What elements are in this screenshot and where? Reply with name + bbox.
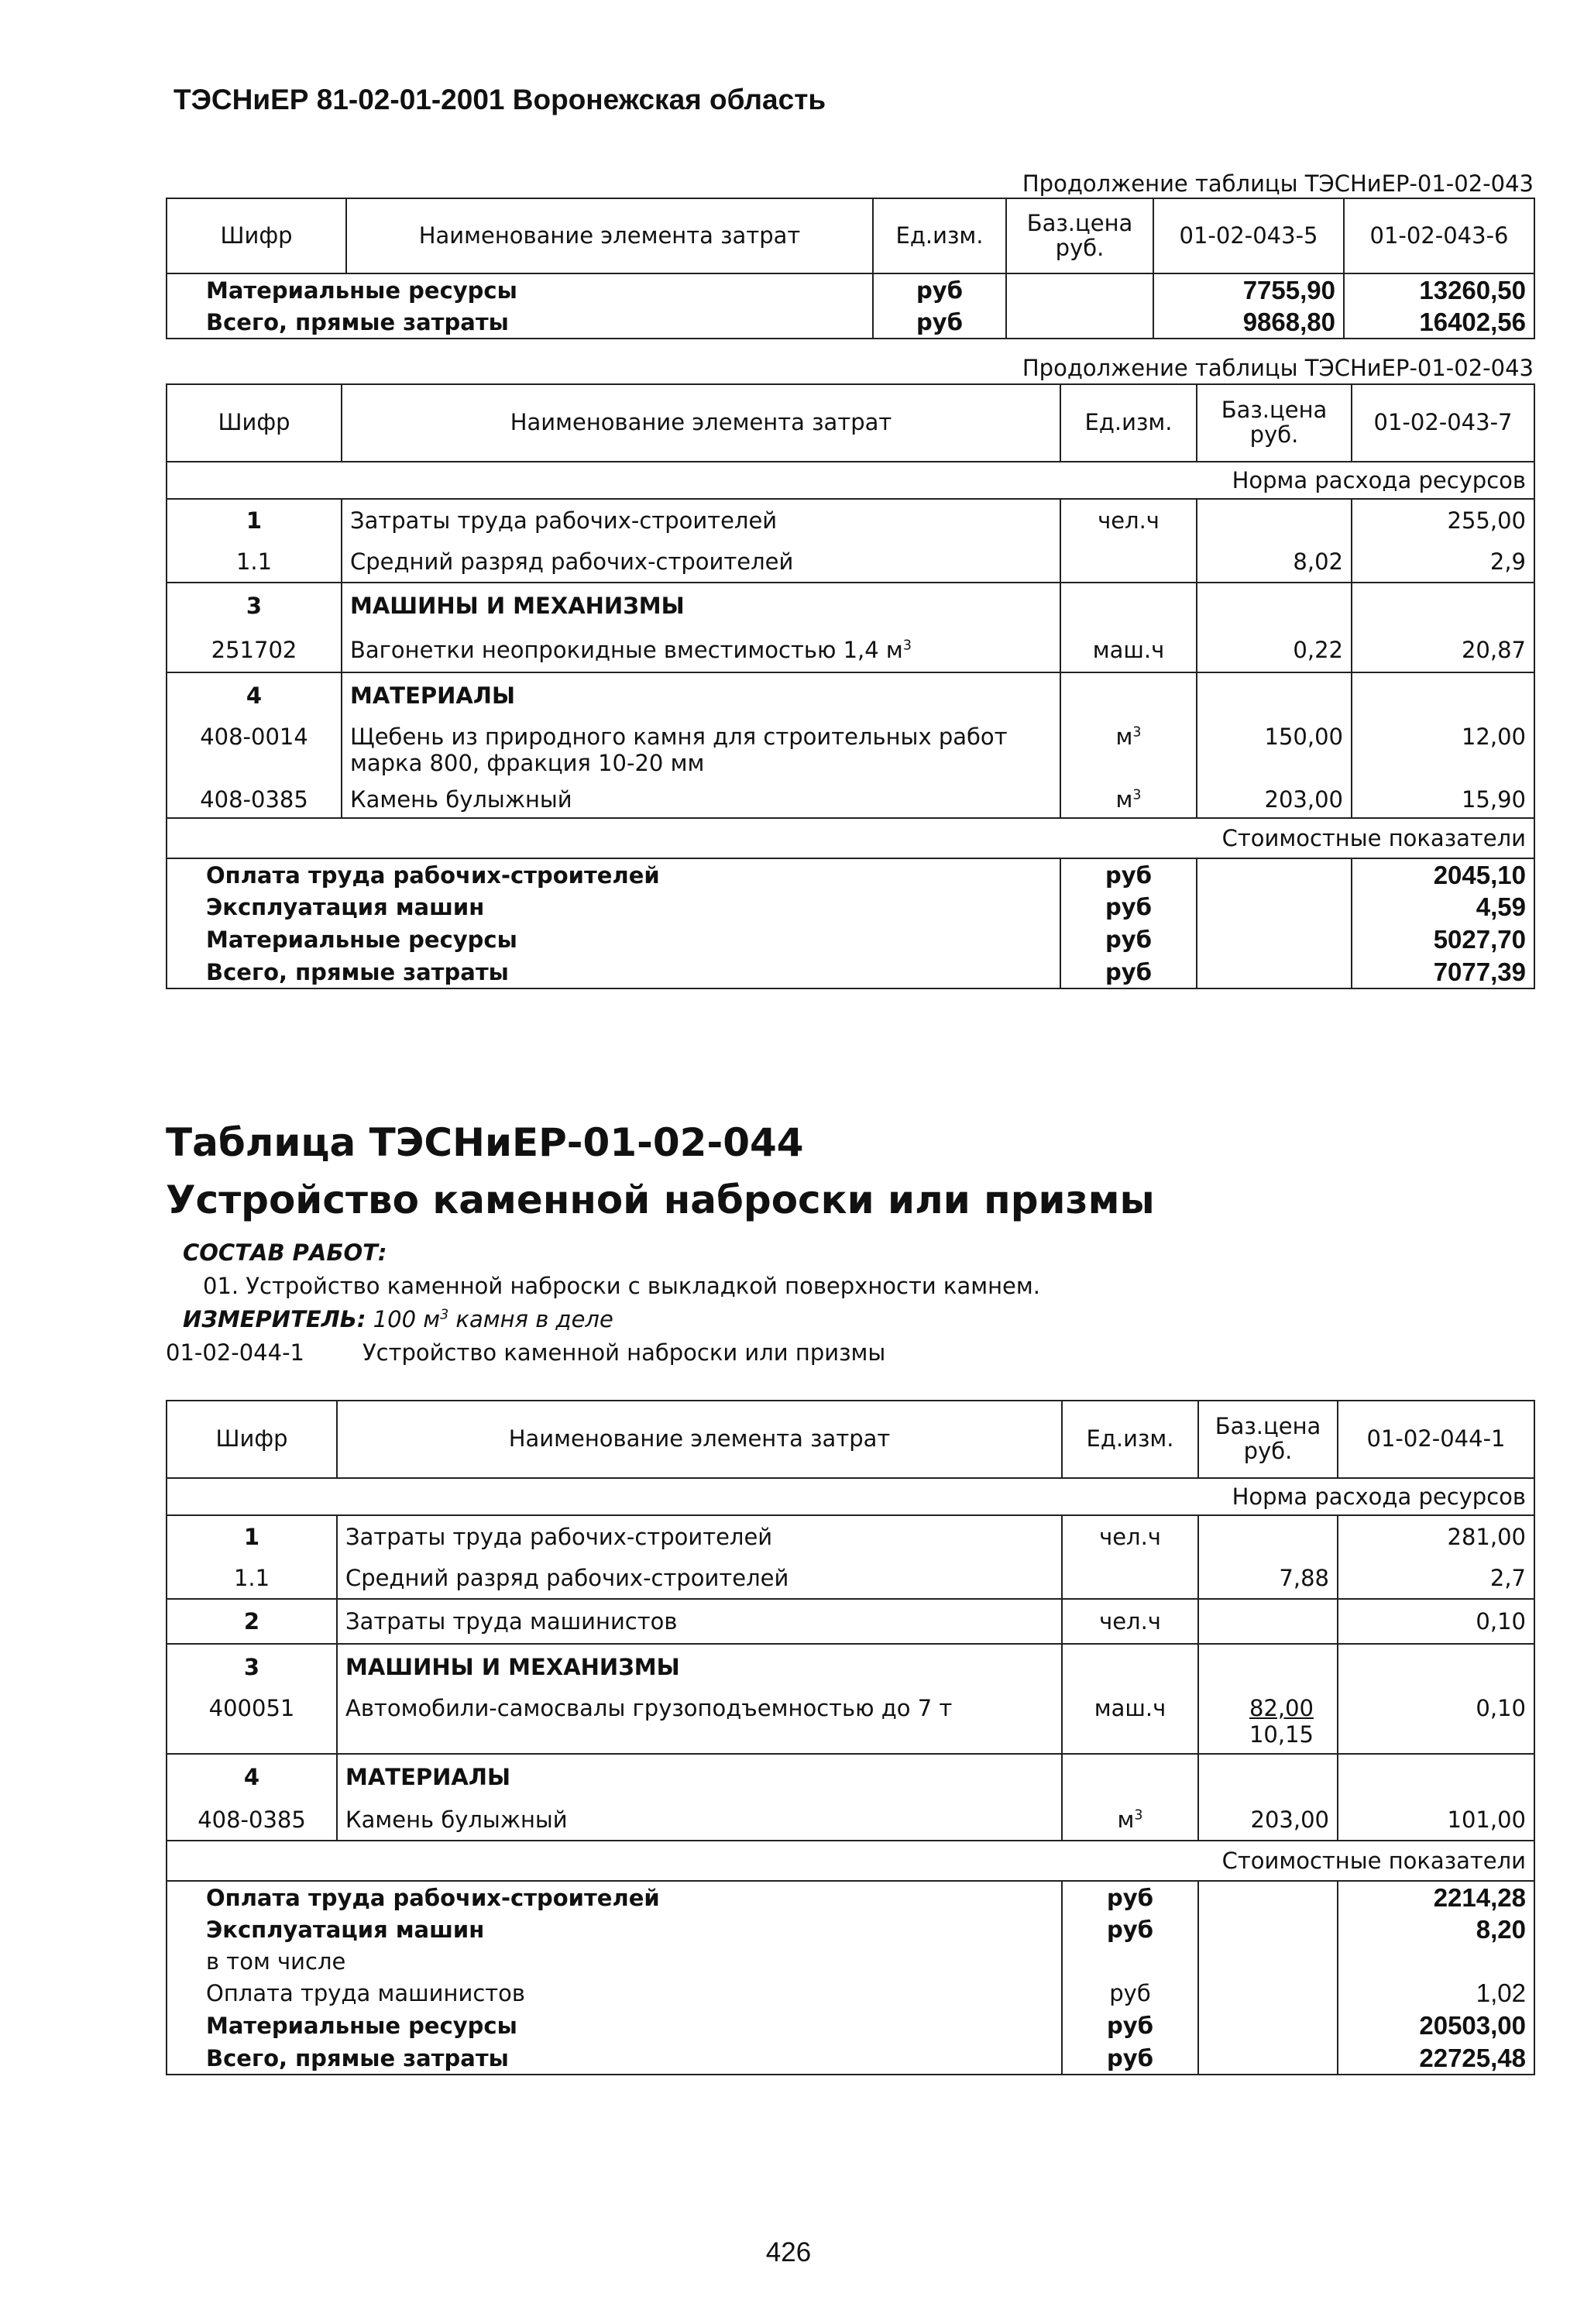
table-row	[167, 1515, 1534, 1557]
row-name: Камень булыжный	[337, 1799, 1062, 1841]
header-col-043-5: 01-02-043-5	[1153, 198, 1344, 273]
table-row	[167, 541, 1534, 583]
running-header: ТЭСНиЕР 81-02-01-2001 Воронежская область	[174, 84, 826, 115]
header-code: Шифр	[167, 1401, 337, 1478]
row-price	[1198, 1515, 1338, 1557]
row-unit	[1062, 1799, 1198, 1841]
norm-label: Норма расхода ресурсов	[167, 1478, 1534, 1515]
cost-name: Оплата труда рабочих-строителей	[167, 1881, 1062, 1913]
cost-value: 20503,00	[1338, 2009, 1534, 2042]
row-code: 408-0014	[167, 717, 342, 781]
row-value: 15,90	[1352, 781, 1534, 818]
section-title: Таблица ТЭСНиЕР-01-02-044	[166, 1120, 804, 1165]
row-name-text: Вагонетки неопрокидные вместимостью 1,4 м	[350, 636, 903, 663]
table-row	[167, 781, 1534, 818]
cost-value: 2214,28	[1338, 1881, 1534, 1913]
row-value: 0,10	[1338, 1599, 1534, 1644]
superscript: 3	[1132, 724, 1142, 741]
cost-row	[167, 858, 1534, 891]
row-unit: чел.ч	[1062, 1515, 1198, 1557]
unit-text: м	[1115, 724, 1133, 750]
row-name: Камень булыжный	[342, 781, 1060, 818]
section-title: МАШИНЫ И МЕХАНИЗМЫ	[337, 1644, 1062, 1689]
row-value: 12,00	[1352, 717, 1534, 781]
cost-name: Оплата труда рабочих-строителей	[167, 858, 1060, 891]
table-043-7	[166, 383, 1535, 989]
row-code: 408-0385	[167, 781, 342, 818]
measure-value: 100 м	[373, 1306, 441, 1332]
row-code: 3	[167, 1644, 337, 1689]
cost-value: 5027,70	[1352, 923, 1534, 956]
row-price: 203,00	[1198, 1799, 1338, 1841]
cost-value: 2045,10	[1352, 858, 1534, 891]
row-unit: маш.ч	[1062, 1689, 1198, 1754]
row-code: 4	[167, 1754, 337, 1799]
header-unit: Ед.изм.	[873, 198, 1006, 273]
row-unit	[1062, 1557, 1198, 1599]
cost-row	[167, 2042, 1534, 2075]
cost-name: Всего, прямые затраты	[167, 956, 1060, 988]
header-price-line2: руб.	[1249, 421, 1299, 448]
header-code: Шифр	[167, 198, 346, 273]
table-row	[167, 273, 1534, 306]
row-price	[1198, 1689, 1338, 1754]
page-number: 426	[765, 2237, 812, 2267]
section-title: МАШИНЫ И МЕХАНИЗМЫ	[342, 583, 1060, 627]
superscript: 3	[902, 637, 912, 653]
work-item: 01. Устройство каменной наброски с выкладкой поверхности камнем.	[203, 1273, 1040, 1299]
row-unit: маш.ч	[1060, 627, 1197, 672]
table-044-1	[166, 1400, 1535, 2075]
row-value: 0,10	[1338, 1689, 1534, 1754]
section-title: МАТЕРИАЛЫ	[342, 672, 1060, 717]
row-value: 2,7	[1338, 1557, 1534, 1599]
row-code: 251702	[167, 627, 342, 672]
row-unit: чел.ч	[1060, 499, 1197, 541]
row-price	[1006, 306, 1153, 339]
work-composition-label: СОСТАВ РАБОТ:	[183, 1239, 387, 1266]
header-price-line1: Баз.цена	[1221, 397, 1328, 424]
row-code: 1	[167, 499, 342, 541]
superscript: 3	[440, 1307, 449, 1323]
cost-name: Эксплуатация машин	[167, 1913, 1062, 1946]
row-name	[342, 627, 1060, 672]
cost-unit: руб	[1062, 2042, 1198, 2075]
header-price-line1: Баз.цена	[1026, 209, 1133, 236]
header-price-line1: Баз.цена	[1215, 1413, 1321, 1440]
table-row	[167, 1689, 1534, 1754]
section-row	[167, 583, 1534, 627]
row-name: Средний разряд рабочих-строителей	[342, 541, 1060, 583]
cost-row	[167, 1881, 1534, 1913]
row-code: 400051	[167, 1689, 337, 1754]
row-value: 2,9	[1352, 541, 1534, 583]
table-row	[167, 1799, 1534, 1841]
cost-value: 1,02	[1338, 1977, 1534, 2009]
price-top: 82,00	[1249, 1695, 1314, 1721]
cost-row	[167, 891, 1534, 923]
measure-label: ИЗМЕРИТЕЛЬ:	[183, 1306, 366, 1332]
unit-text: м	[1117, 1806, 1135, 1833]
header-unit: Ед.изм.	[1062, 1401, 1198, 1478]
row-name-line1: Щебень из природного камня для строительных работ	[350, 724, 1008, 750]
header-code: Шифр	[167, 384, 342, 462]
row-price: 7,88	[1198, 1557, 1338, 1599]
cost-value: 7077,39	[1352, 956, 1534, 988]
row-unit	[1060, 717, 1197, 781]
table-043-5-6	[166, 198, 1535, 339]
cost-row	[167, 1913, 1534, 1946]
row-unit: руб	[873, 306, 1006, 339]
header-col-044-1: 01-02-044-1	[1338, 1401, 1534, 1478]
unit-text: м	[1115, 786, 1133, 813]
cost-label: Стоимостные показатели	[167, 1841, 1534, 1881]
header-unit: Ед.изм.	[1060, 384, 1197, 462]
cost-row	[167, 2009, 1534, 2042]
table-row	[167, 717, 1534, 781]
cost-unit: руб	[1062, 1977, 1198, 2009]
row-price	[1198, 1599, 1338, 1644]
section-subtitle: Устройство каменной наброски или призмы	[166, 1177, 1155, 1222]
row-unit: руб	[873, 273, 1006, 306]
cost-value: 22725,48	[1338, 2042, 1534, 2075]
cost-unit: руб	[1062, 2009, 1198, 2042]
header-name: Наименование элемента затрат	[342, 384, 1060, 462]
table-row	[167, 306, 1534, 339]
header-price	[1006, 198, 1153, 273]
row-code: 1.1	[167, 541, 342, 583]
row-name: Автомобили-самосвалы грузоподъемностью до 7 т	[337, 1689, 1062, 1754]
continuation-label-1: Продолжение таблицы ТЭСНиЕР-01-02-043	[1022, 170, 1534, 197]
cost-unit: руб	[1060, 858, 1197, 891]
row-name	[342, 717, 1060, 781]
row-code: 2	[167, 1599, 337, 1644]
table-row	[167, 1557, 1534, 1599]
row-price	[1197, 499, 1352, 541]
section-title: МАТЕРИАЛЫ	[337, 1754, 1062, 1799]
row-name-line2: марка 800, фракция 10-20 мм	[350, 750, 705, 776]
cost-label: Стоимостные показатели	[167, 818, 1534, 858]
superscript: 3	[1134, 1807, 1143, 1823]
cost-row	[167, 956, 1534, 988]
norm-label: Норма расхода ресурсов	[167, 462, 1534, 499]
row-value-1: 7755,90	[1153, 273, 1344, 306]
cost-row	[167, 1946, 1534, 1977]
header-col-043-7: 01-02-043-7	[1352, 384, 1534, 462]
header-price-line2: руб.	[1055, 234, 1105, 261]
cost-name: Всего, прямые затраты	[167, 2042, 1062, 2075]
row-code: 4	[167, 672, 342, 717]
item-code: 01-02-044-1	[166, 1339, 304, 1366]
cost-row	[167, 1977, 1534, 2009]
header-name: Наименование элемента затрат	[337, 1401, 1062, 1478]
row-unit: чел.ч	[1062, 1599, 1198, 1644]
cost-value: 8,20	[1338, 1913, 1534, 1946]
row-value: 101,00	[1338, 1799, 1534, 1841]
table-row	[167, 627, 1534, 672]
price-bottom: 10,15	[1249, 1721, 1314, 1748]
row-value-2: 16402,56	[1344, 306, 1534, 339]
row-value: 255,00	[1352, 499, 1534, 541]
header-col-043-6: 01-02-043-6	[1344, 198, 1534, 273]
item-name: Устройство каменной наброски или призмы	[362, 1339, 886, 1366]
row-code: 1.1	[167, 1557, 337, 1599]
row-name: Затраты труда машинистов	[337, 1599, 1062, 1644]
header-name: Наименование элемента затрат	[346, 198, 873, 273]
cost-value	[1338, 1946, 1534, 1977]
row-code: 408-0385	[167, 1799, 337, 1841]
table-row	[167, 499, 1534, 541]
cost-name: Эксплуатация машин	[167, 891, 1060, 923]
row-price: 150,00	[1197, 717, 1352, 781]
continuation-label-2: Продолжение таблицы ТЭСНиЕР-01-02-043	[1022, 355, 1534, 381]
superscript: 3	[1132, 786, 1142, 803]
row-price: 0,22	[1197, 627, 1352, 672]
row-price: 203,00	[1197, 781, 1352, 818]
row-value-2: 13260,50	[1344, 273, 1534, 306]
row-name: Средний разряд рабочих-строителей	[337, 1557, 1062, 1599]
cost-unit: руб	[1060, 956, 1197, 988]
cost-unit: руб	[1062, 1913, 1198, 1946]
cost-name: Материальные ресурсы	[167, 2009, 1062, 2042]
row-code: 1	[167, 1515, 337, 1557]
section-row	[167, 1644, 1534, 1689]
section-row	[167, 672, 1534, 717]
row-value-1: 9868,80	[1153, 306, 1344, 339]
cost-unit: руб	[1060, 891, 1197, 923]
measure-tail: камня в деле	[455, 1306, 613, 1332]
row-value: 20,87	[1352, 627, 1534, 672]
row-name: Затраты труда рабочих-строителей	[337, 1515, 1062, 1557]
row-value: 281,00	[1338, 1515, 1534, 1557]
measure-line	[183, 1306, 613, 1332]
row-name: Затраты труда рабочих-строителей	[342, 499, 1060, 541]
row-unit	[1060, 781, 1197, 818]
table-row	[167, 1599, 1534, 1644]
cost-value: 4,59	[1352, 891, 1534, 923]
cost-name: Оплата труда машинистов	[167, 1977, 1062, 2009]
header-price	[1198, 1401, 1338, 1478]
header-price-line2: руб.	[1243, 1438, 1293, 1464]
cost-unit	[1062, 1946, 1198, 1977]
row-name: Материальные ресурсы	[167, 273, 873, 306]
cost-name: Материальные ресурсы	[167, 923, 1060, 956]
row-price: 8,02	[1197, 541, 1352, 583]
cost-unit: руб	[1060, 923, 1197, 956]
row-unit	[1060, 541, 1197, 583]
cost-row	[167, 923, 1534, 956]
section-row	[167, 1754, 1534, 1799]
row-price	[1006, 273, 1153, 306]
cost-name: в том числе	[167, 1946, 1062, 1977]
row-name: Всего, прямые затраты	[167, 306, 873, 339]
row-code: 3	[167, 583, 342, 627]
cost-unit: руб	[1062, 1881, 1198, 1913]
header-price	[1197, 384, 1352, 462]
